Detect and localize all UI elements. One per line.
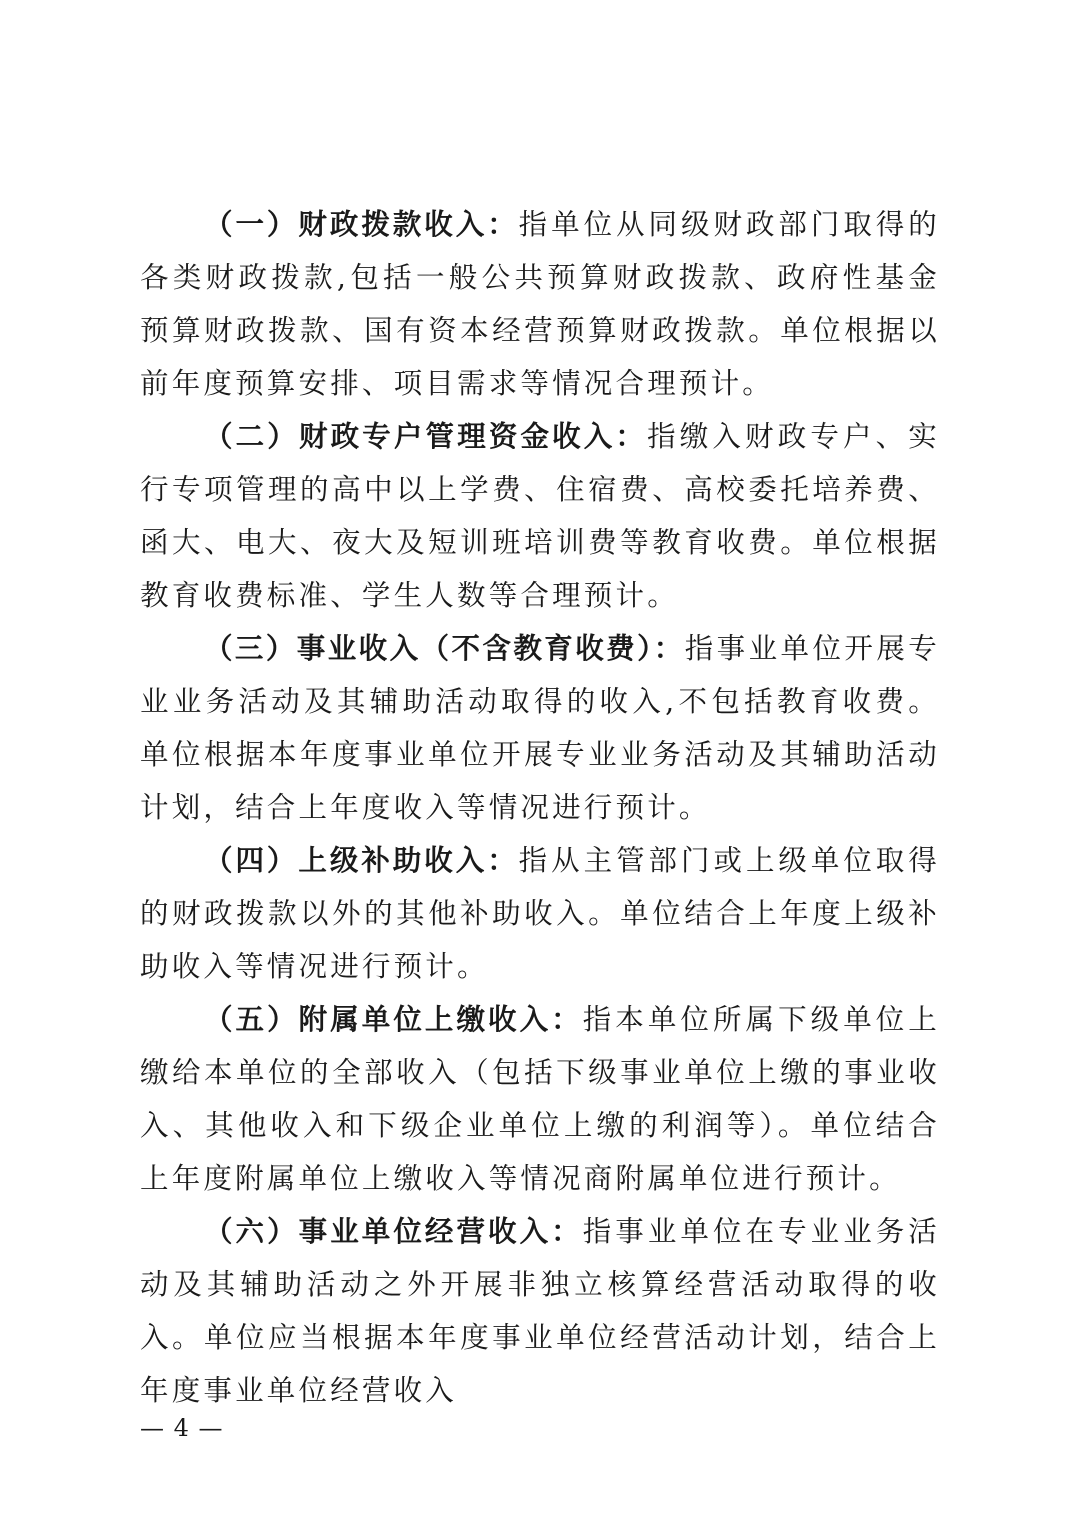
paragraph-6-heading: （六）事业单位经营收入： <box>204 1214 583 1248</box>
paragraph-6 <box>140 1205 940 1417</box>
paragraph-3-heading: （三）事业收入（不含教育收费）： <box>204 631 685 665</box>
paragraph-2 <box>140 410 940 622</box>
paragraph-6-text: 指事业单位在专业业务活动及其辅助活动之外开展非独立核算经营活动取得的收入。单位应当根据本年度事业单位经营活动计划，结合上年度事业单位经营收入 <box>140 1215 941 1407</box>
paragraph-3 <box>140 622 940 834</box>
document-body <box>140 198 940 1417</box>
paragraph-1-text: 指单位从同级财政部门取得的各类财政拨款,包括一般公共预算财政拨款、政府性基金预算财政拨款、国有资本经营预算财政拨款。单位根据以前年度预算安排、项目需求等情况合理预计。 <box>140 208 940 400</box>
paragraph-2-text: 指缴入财政专户、实行专项管理的高中以上学费、住宿费、高校委托培养费、函大、电大、夜大及短训班培训费等教育收费。单位根据教育收费标准、学生人数等合理预计。 <box>140 420 940 612</box>
paragraph-3-text: 指事业单位开展专业业务活动及其辅助活动取得的收入,不包括教育收费。单位根据本年度事业单位开展专业业务活动及其辅助活动计划，结合上年度收入等情况进行预计。 <box>140 632 940 824</box>
paragraph-2-heading: （二）财政专户管理资金收入： <box>204 419 648 453</box>
paragraph-4-text: 指从主管部门或上级单位取得的财政拨款以外的其他补助收入。单位结合上年度上级补助收入等情况进行预计。 <box>140 844 940 983</box>
paragraph-5-text: 指本单位所属下级单位上缴给本单位的全部收入（包括下级事业单位上缴的事业收入、其他收入和下级企业单位上缴的利润等）。单位结合上年度附属单位上缴收入等情况商附属单位进行预计。 <box>140 1003 941 1195</box>
paragraph-4-heading: （四）上级补助收入： <box>204 843 519 877</box>
paragraph-1-heading: （一）财政拨款收入： <box>204 207 519 241</box>
paragraph-5 <box>140 993 940 1205</box>
paragraph-5-heading: （五）附属单位上缴收入： <box>204 1002 583 1036</box>
paragraph-1 <box>140 198 940 410</box>
paragraph-4 <box>140 834 940 993</box>
page-number: — 4 — <box>140 1414 224 1442</box>
